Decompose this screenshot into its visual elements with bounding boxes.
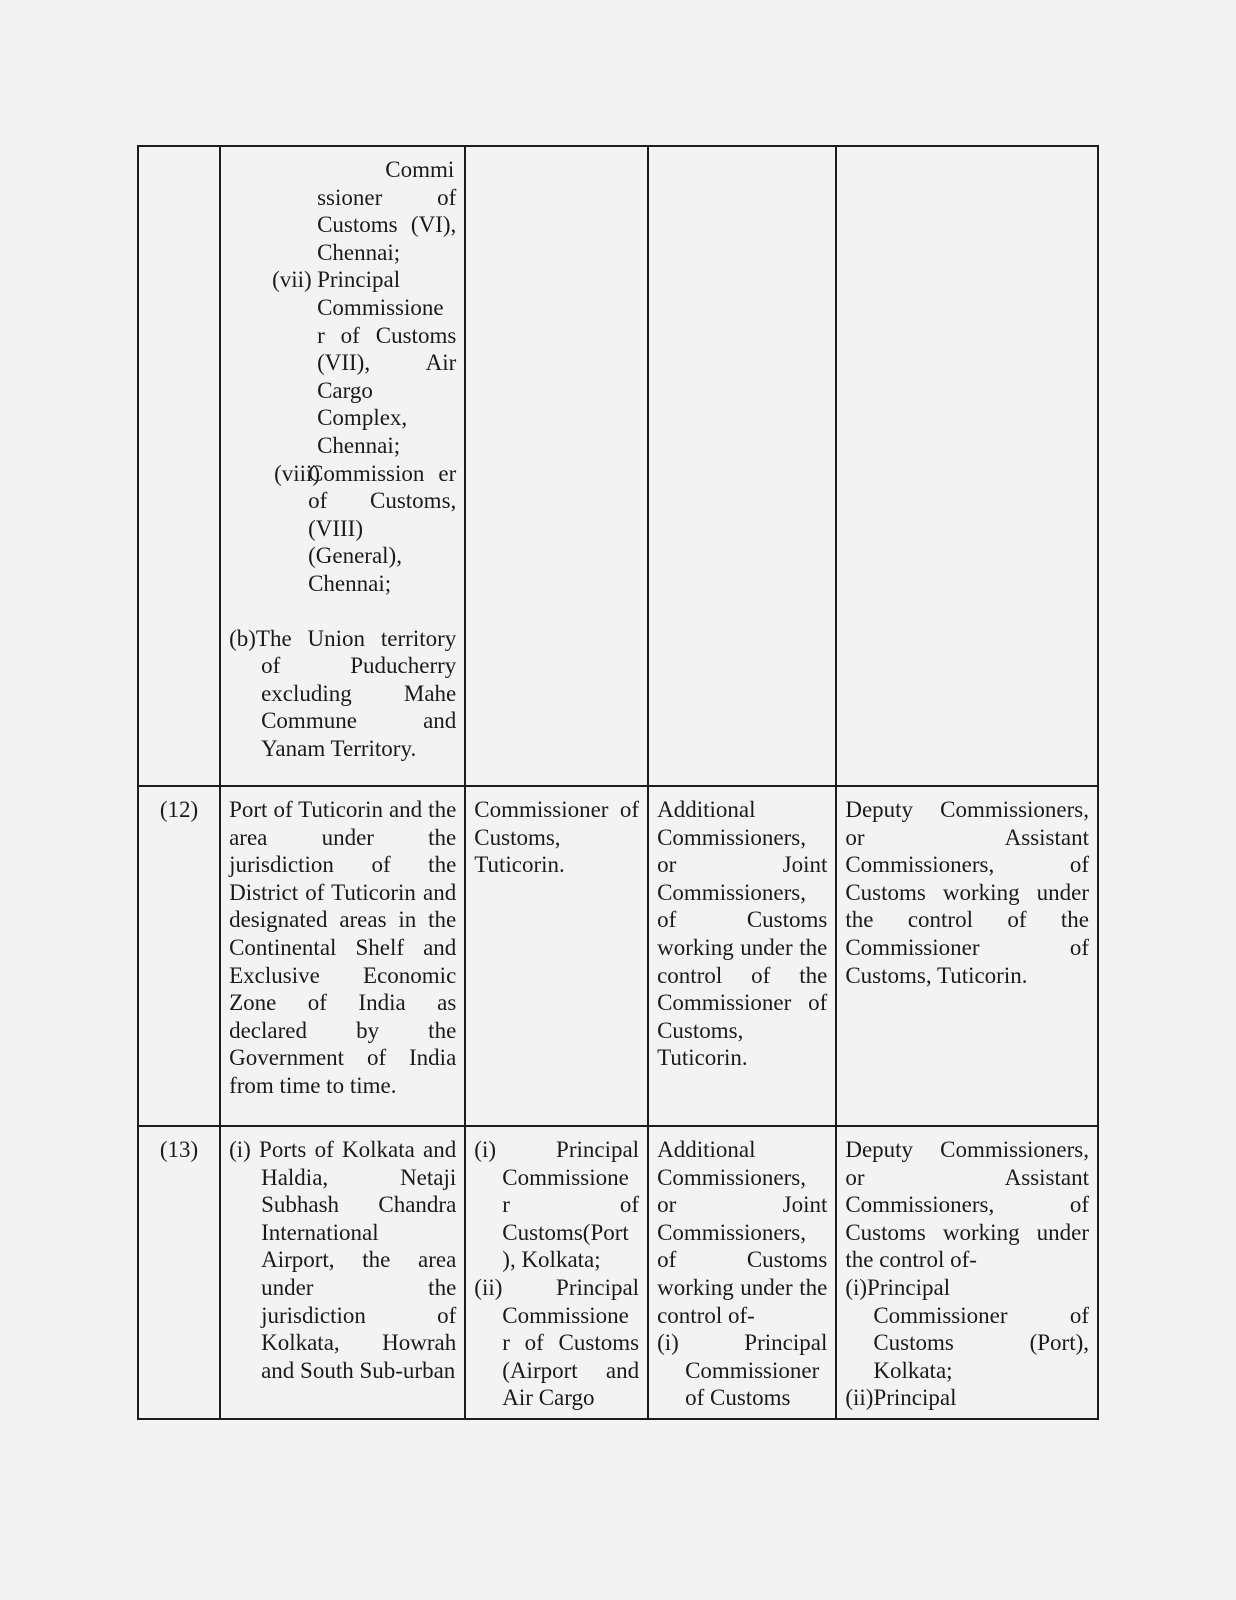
- table-row-13: [138, 1126, 1098, 1419]
- cell-deputy-12: Deputy Commissioners, or Assistant Commissioners, of Customs working under the control of the Commissioner of Customs, Tuticorin.: [836, 786, 1098, 1126]
- item-b-union-territory: (b)The Union territory of Puducherry excluding Mahe Commune and Yanam Territory.: [229, 625, 457, 761]
- cell-deputy-continued: [836, 146, 1098, 786]
- continued-item-vii: [229, 266, 456, 459]
- row13-deputy-item-ii: (ii)Principal: [845, 1385, 957, 1411]
- table-row-12: [138, 786, 1098, 1126]
- row13-additional-item-i: (i) Principal Commissioner of Customs: [657, 1330, 828, 1411]
- continued-item-vi: [229, 156, 456, 266]
- cell-deputy-13: [836, 1126, 1098, 1419]
- jurisdiction-table: [137, 145, 1099, 1420]
- item-vii-text: Principal Commissione r of Customs (VII), Air Cargo Complex, Chennai;: [317, 267, 457, 458]
- cell-jurisdiction-13: [220, 1126, 465, 1419]
- table-row-continued: [138, 146, 1098, 786]
- cell-additional-continued: [648, 146, 836, 786]
- row13-jurisdiction-item-i: (i) Ports of Kolkata and Haldia, Netaji Subhash Chandra International Airport, the area under the jurisdiction of Kolkata, Howrah and South Sub-urban: [229, 1137, 457, 1383]
- continued-item-vi-first: Commi: [385, 157, 455, 182]
- cell-sno-continued: [138, 146, 220, 786]
- item-viii-label: (viii): [274, 460, 321, 486]
- cell-jurisdiction-continued: [220, 146, 465, 786]
- row13-deputy-item-i: (i)Principal Commissioner of Customs (Port), Kolkata;: [845, 1274, 1089, 1383]
- cell-additional-13: [648, 1126, 836, 1419]
- continued-item-viii: [229, 460, 456, 598]
- cell-authority-12: Commissioner of Customs, Tuticorin.: [465, 786, 648, 1126]
- item-viii-text: Commission er of Customs, (VIII) (General), Chennai;: [308, 460, 457, 596]
- cell-authority-13: [465, 1126, 648, 1419]
- cell-additional-12: Additional Commissioners, or Joint Commissioners, of Customs working under the control of the Commissioner of Customs, Tuticorin.: [648, 786, 836, 1126]
- item-vii-label: (vii): [272, 267, 312, 293]
- continued-item-vi-rest: ssioner of Customs (VI), Chennai;: [317, 184, 457, 265]
- row13-additional-intro: Additional Commissioners, or Joint Commissioners, of Customs working under the control of-: [657, 1137, 828, 1328]
- cell-sno-12: (12): [138, 786, 220, 1126]
- row13-authority-item-i: (i) Principal Commissione r of Customs(Port ), Kolkata;: [474, 1137, 640, 1273]
- cell-authority-continued: [465, 146, 648, 786]
- cell-jurisdiction-12: Port of Tuticorin and the area under the jurisdiction of the District of Tuticorin and designated areas in the Continental Shelf and Exclusive Economic Zone of India as declared by the Government of India from time to time.: [220, 786, 465, 1126]
- cell-sno-13: (13): [138, 1126, 220, 1419]
- row13-authority-item-ii: (ii) Principal Commissione r of Customs (Airport and Air Cargo: [474, 1274, 640, 1411]
- row13-deputy-intro: Deputy Commissioners, or Assistant Commissioners, of Customs working under the control of-: [845, 1137, 1089, 1273]
